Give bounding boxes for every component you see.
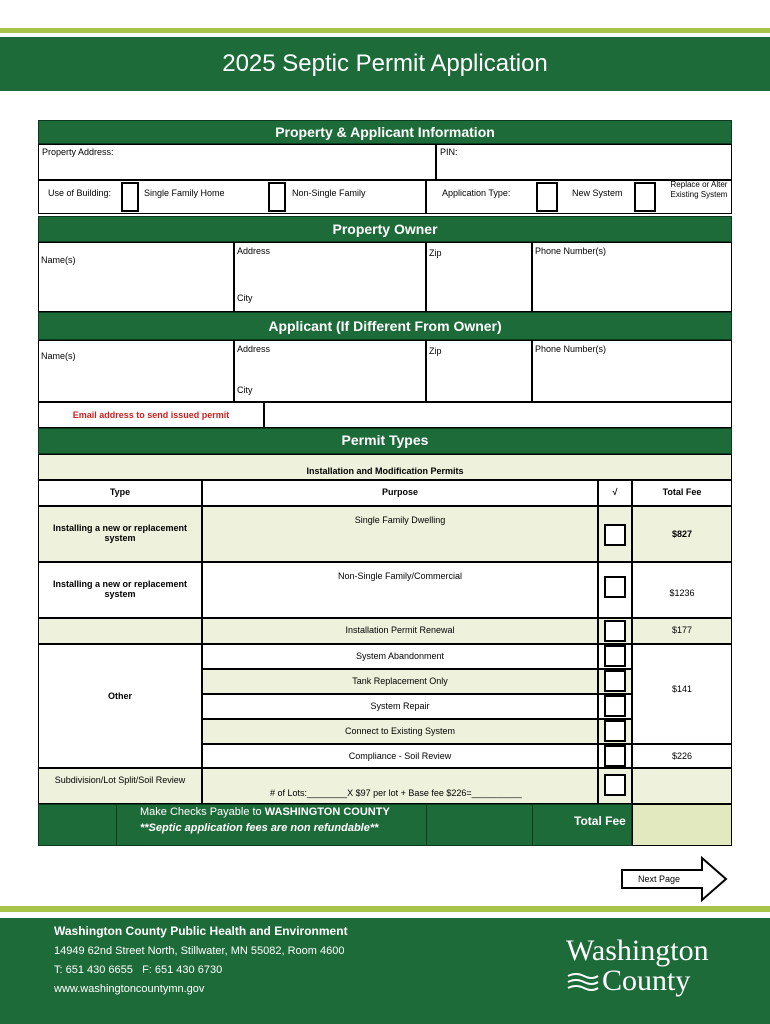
option-replace-alter-system: Replace or Alter Existing System <box>670 180 728 199</box>
other-checkbox-4[interactable] <box>604 720 626 742</box>
row1-checkbox[interactable] <box>604 524 626 546</box>
col-total-fee: Total Fee <box>632 480 732 506</box>
row2-type <box>38 562 202 618</box>
checks-payable-note <box>140 806 390 818</box>
col-purpose: Purpose <box>202 480 598 506</box>
option-single-family-home: Single Family Home <box>144 188 225 198</box>
subdiv-checkbox[interactable] <box>604 774 626 796</box>
applicant-zip-label: Zip <box>429 346 442 356</box>
owner-names-field[interactable] <box>38 242 234 312</box>
owner-phone-field[interactable] <box>532 242 732 312</box>
applicant-zip-field[interactable] <box>426 340 532 402</box>
section-applicant-header: Applicant (If Different From Owner) <box>38 312 732 340</box>
email-label: Email address to send issued permit <box>72 410 230 420</box>
row3-checkbox[interactable] <box>604 620 626 642</box>
row1-type <box>38 506 202 562</box>
row1-type-label: Installing a new or replacement system <box>52 523 188 543</box>
property-address-field[interactable] <box>38 144 436 180</box>
section-property-header: Property & Applicant Information <box>38 120 732 144</box>
row3-fee: $177 <box>632 618 732 644</box>
applicant-names-field[interactable] <box>38 340 234 402</box>
applicant-phone-field[interactable] <box>532 340 732 402</box>
soil-fee: $226 <box>632 744 732 768</box>
row1-fee: $827 <box>632 506 732 562</box>
other-purpose-1: System Abandonment <box>202 644 598 669</box>
checks-payee: WASHINGTON COUNTY <box>264 806 390 818</box>
other-type-label: Other <box>107 691 132 701</box>
owner-address-label: Address <box>237 246 271 256</box>
total-row-divider-3 <box>532 804 533 846</box>
footer-phone: T: 651 430 6655 F: 651 430 6730 <box>54 964 223 976</box>
owner-city-label: City <box>237 293 253 303</box>
logo-line-2: County <box>602 964 691 997</box>
other-checkbox-3[interactable] <box>604 695 626 717</box>
footer-accent-band <box>0 906 770 912</box>
other-purpose-4: Connect to Existing System <box>202 719 598 744</box>
permits-subheader: Installation and Modification Permits <box>306 466 464 476</box>
email-input-field[interactable] <box>264 402 732 428</box>
total-fee-field[interactable] <box>632 804 732 846</box>
owner-names-label: Name(s) <box>41 255 76 265</box>
total-row-divider-2 <box>426 804 427 846</box>
use-of-building-label: Use of Building: <box>48 188 112 198</box>
row2-purpose: Non-Single Family/Commercial <box>202 562 598 618</box>
subdiv-type: Subdivision/Lot Split/Soil Review <box>38 768 202 804</box>
page-title: 2025 Septic Permit Application <box>0 37 770 91</box>
subdiv-purpose-cell <box>202 768 598 804</box>
nonrefundable-note: **Septic application fees are non refundable** <box>140 822 379 834</box>
subdiv-purpose: # of Lots:________X $97 per lot + Base fee $226=__________ <box>270 788 522 798</box>
row1-purpose: Single Family Dwelling <box>202 506 598 562</box>
other-purpose-2: Tank Replacement Only <box>202 669 598 694</box>
owner-phone-label: Phone Number(s) <box>535 246 607 256</box>
applicant-address-label: Address <box>237 344 271 354</box>
footer-address: 14949 62nd Street North, Stillwater, MN 55082, Room 4600 <box>54 945 345 957</box>
next-page-button[interactable] <box>620 856 730 902</box>
water-waves-icon <box>566 970 600 992</box>
other-checkbox-2[interactable] <box>604 670 626 692</box>
checkbox-new-system[interactable] <box>536 182 558 212</box>
col-check: √ <box>598 480 632 506</box>
row3-purpose: Installation Permit Renewal <box>202 618 598 644</box>
checkbox-non-single-family[interactable] <box>268 182 286 212</box>
top-accent-band <box>0 28 770 33</box>
row2-fee: $1236 <box>632 562 732 618</box>
section-permit-types-header: Permit Types <box>38 428 732 454</box>
other-purpose-3: System Repair <box>202 694 598 719</box>
checks-prefix: Make Checks Payable to <box>140 806 265 818</box>
other-fee: $141 <box>632 644 732 744</box>
soil-checkbox[interactable] <box>604 745 626 767</box>
pin-label: PIN: <box>440 147 458 157</box>
applicant-phone-label: Phone Number(s) <box>535 344 607 354</box>
applicant-address-field[interactable] <box>234 340 426 402</box>
total-row-divider-1 <box>116 804 117 846</box>
row2-type-label: Installing a new or replacement system <box>52 579 188 599</box>
owner-address-field[interactable] <box>234 242 426 312</box>
application-type-label: Application Type: <box>442 188 511 198</box>
other-checkbox-1[interactable] <box>604 645 626 667</box>
checkbox-single-family-home[interactable] <box>121 182 139 212</box>
section-owner-header: Property Owner <box>38 216 732 242</box>
option-non-single-family: Non-Single Family <box>292 188 366 198</box>
total-fee-label: Total Fee <box>574 814 626 828</box>
checkbox-replace-alter-system[interactable] <box>634 182 656 212</box>
next-page-label: Next Page <box>638 874 681 884</box>
footer-org: Washington County Public Health and Environment <box>54 924 348 938</box>
owner-zip-field[interactable] <box>426 242 532 312</box>
email-label-cell <box>38 402 264 428</box>
owner-zip-label: Zip <box>429 248 442 258</box>
footer-website[interactable]: www.washingtoncountymn.gov <box>54 983 205 995</box>
soil-purpose: Compliance - Soil Review <box>202 744 598 768</box>
property-address-label: Property Address: <box>42 147 114 157</box>
row3-type <box>38 618 202 644</box>
applicant-city-label: City <box>237 385 253 395</box>
other-type <box>38 644 202 768</box>
pin-field[interactable] <box>436 144 732 180</box>
applicant-names-label: Name(s) <box>41 351 76 361</box>
logo-line-1: Washington <box>566 934 709 967</box>
washington-county-logo <box>566 936 736 1006</box>
option-new-system: New System <box>572 188 623 198</box>
col-type: Type <box>38 480 202 506</box>
subdiv-fee-cell <box>632 768 732 804</box>
row2-checkbox[interactable] <box>604 576 626 598</box>
